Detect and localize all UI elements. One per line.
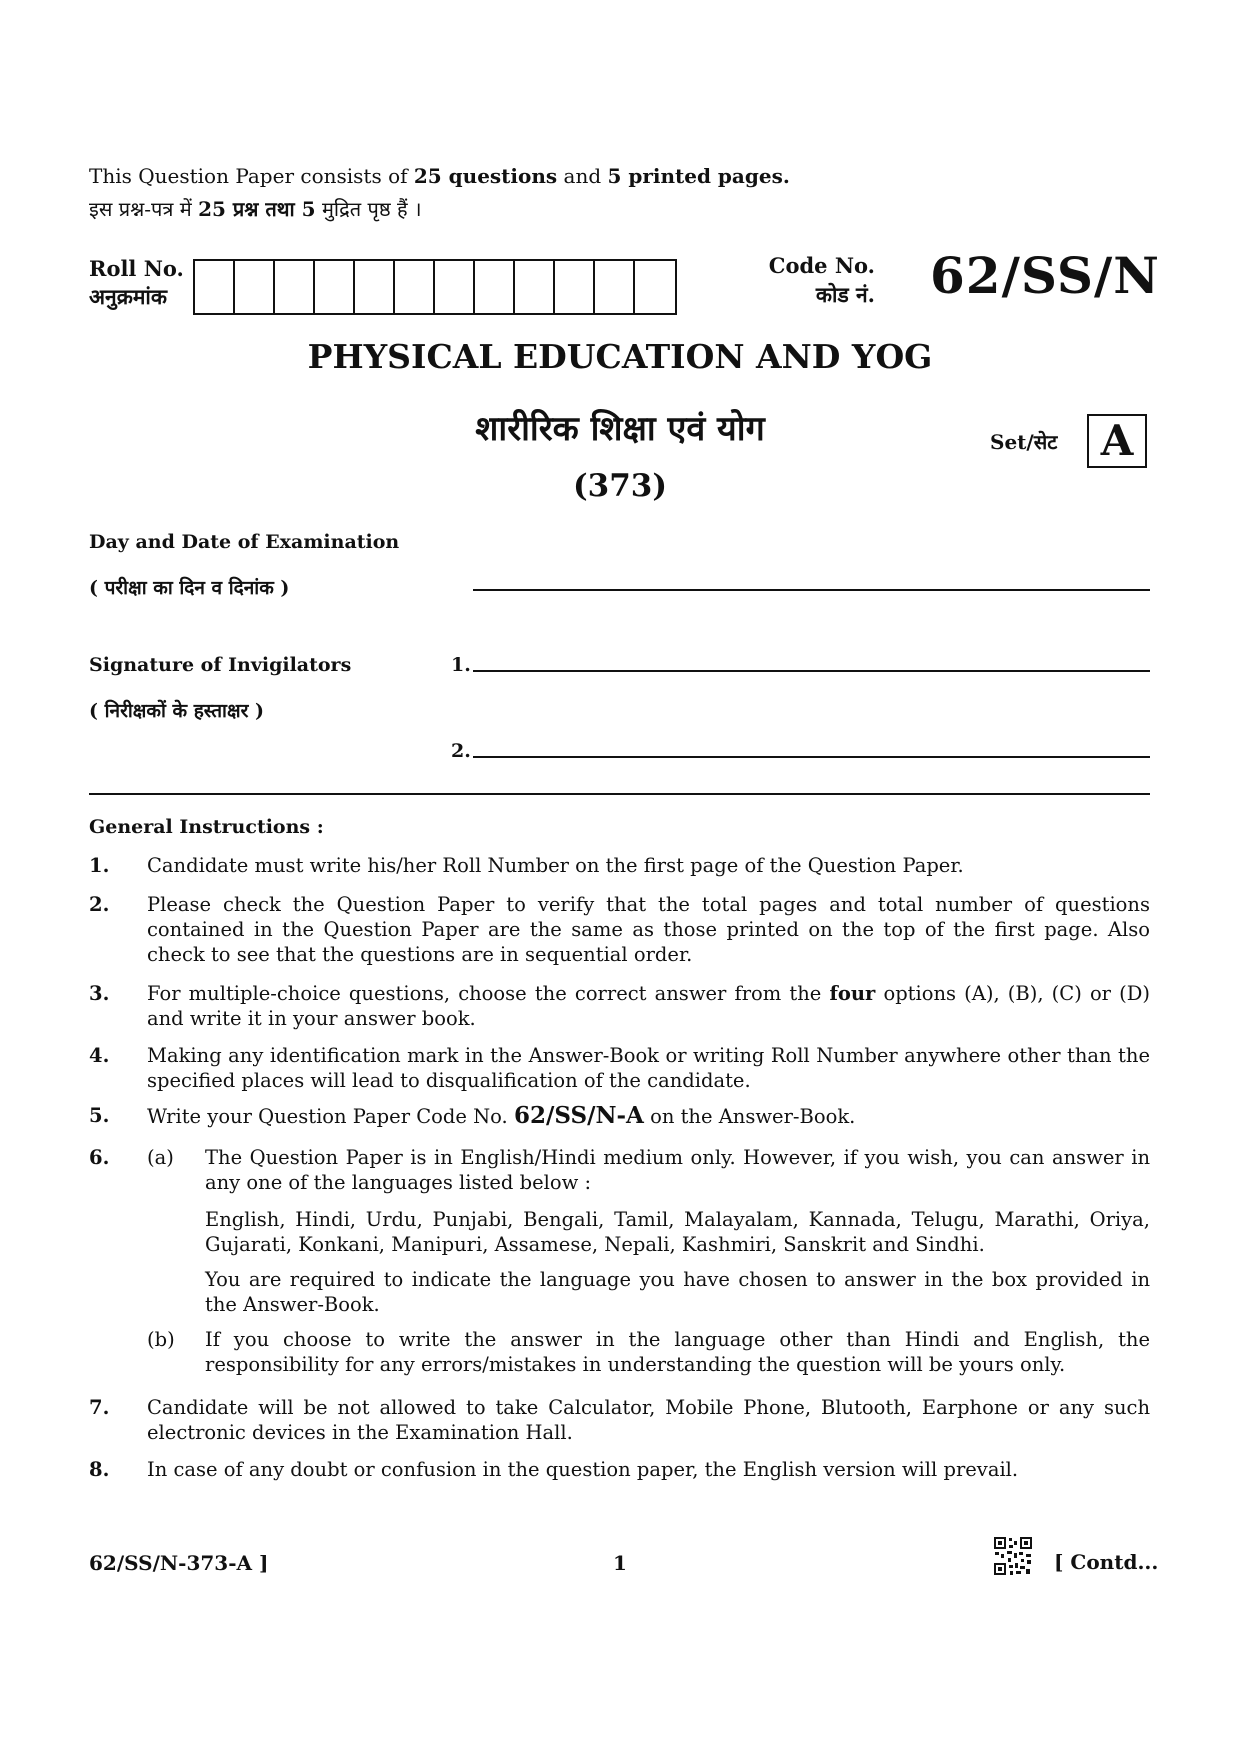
instruction-6-body xyxy=(147,1145,1150,1377)
instructions-heading: General Instructions : xyxy=(89,816,324,838)
roll-number-label xyxy=(89,255,184,311)
exam-date-label-en: Day and Date of Examination xyxy=(89,531,400,553)
instruction-text-part: Write your Question Paper Code No. xyxy=(147,1105,514,1128)
instruction-text: Please check the Question Paper to verify that the total pages and total number of questions contained in the Question Paper are the same as those printed on the top of the first page. Also check to see that the questions are in sequential order. xyxy=(147,893,1150,966)
roll-box[interactable] xyxy=(315,261,355,313)
instruction-6b xyxy=(147,1327,1150,1377)
roll-box[interactable] xyxy=(515,261,555,313)
info-text: and xyxy=(557,164,608,188)
page-count: 5 printed pages. xyxy=(607,164,790,188)
invigilator-1-number: 1. xyxy=(451,654,471,676)
paper-info-en xyxy=(89,164,790,188)
instruction-text-part: on the Answer-Book. xyxy=(643,1105,856,1128)
instruction-text: In case of any doubt or confusion in the question paper, the English version will prevail. xyxy=(147,1458,1019,1481)
info-text-hi: इस प्रश्न-पत्र में xyxy=(89,197,199,221)
invigilator-2-line[interactable] xyxy=(473,756,1150,758)
instruction-8 xyxy=(89,1457,1150,1482)
subject-code: (373) xyxy=(572,468,668,504)
exam-date-line[interactable] xyxy=(473,589,1150,591)
instruction-7 xyxy=(89,1395,1150,1445)
sub-label: (b) xyxy=(147,1328,175,1351)
instruction-text: You are required to indicate the language you have chosen to answer in the box provided in the Answer-Book. xyxy=(205,1268,1150,1316)
roll-box[interactable] xyxy=(475,261,515,313)
roll-box[interactable] xyxy=(195,261,235,313)
set-label: Set/सेट xyxy=(990,430,1058,454)
qr-code-icon xyxy=(993,1536,1033,1576)
roll-box[interactable] xyxy=(595,261,635,313)
exam-date-label-hi: ( परीक्षा का दिन व दिनांक ) xyxy=(89,577,290,599)
roll-box[interactable] xyxy=(555,261,595,313)
continued-label: [ Contd... xyxy=(1054,1550,1159,1574)
roll-box[interactable] xyxy=(395,261,435,313)
instruction-4 xyxy=(89,1043,1150,1093)
paper-code-inline: 62/SS/N-A xyxy=(513,1102,644,1129)
instruction-text: The Question Paper is in English/Hindi medium only. However, if you wish, you can answer in any one of the languages listed below : xyxy=(205,1146,1150,1194)
instruction-text-part: For multiple-choice questions, choose the correct answer from the xyxy=(147,982,830,1005)
paper-info-hi xyxy=(89,195,422,222)
instruction-text: Making any identification mark in the Answer-Book or writing Roll Number anywhere other than the specified places will lead to disqualification of the candidate. xyxy=(147,1044,1150,1092)
question-count: 25 questions xyxy=(413,164,558,188)
set-value-box: A xyxy=(1087,414,1147,468)
roll-label-hi: अनुक्रमांक xyxy=(89,284,167,309)
instruction-6a xyxy=(147,1145,1150,1317)
subject-title-hi: शारीरिक शिक्षा एवं योग xyxy=(475,409,765,449)
instruction-text: If you choose to write the answer in the language other than Hindi and English, the responsibility for any errors/mistakes in understanding the question will be yours only. xyxy=(205,1328,1150,1376)
roll-box[interactable] xyxy=(275,261,315,313)
instruction-number: 1. xyxy=(89,854,110,877)
page-number: 1 xyxy=(613,1551,627,1575)
roll-box[interactable] xyxy=(435,261,475,313)
divider xyxy=(89,793,1150,795)
instruction-3 xyxy=(89,981,1150,1031)
code-number-value: 62/SS/N xyxy=(930,246,1160,305)
instruction-number: 8. xyxy=(89,1458,110,1481)
instruction-1 xyxy=(89,853,1150,878)
instruction-6a-content xyxy=(205,1145,1150,1317)
roll-box[interactable] xyxy=(235,261,275,313)
code-label-hi: कोड नं. xyxy=(815,282,875,307)
code-number-label xyxy=(765,251,875,309)
instruction-number: 4. xyxy=(89,1044,110,1067)
info-text: This Question Paper consists of xyxy=(89,164,414,188)
sub-label: (a) xyxy=(147,1146,174,1169)
roll-label-en: Roll No. xyxy=(89,256,184,281)
instruction-text-bold: four xyxy=(829,982,876,1005)
instruction-text xyxy=(147,1103,1150,1129)
instruction-number: 6. xyxy=(89,1146,110,1169)
instruction-2 xyxy=(89,892,1150,967)
invigilator-label-hi: ( निरीक्षकों के हस्ताक्षर ) xyxy=(89,700,264,722)
instruction-number: 5. xyxy=(89,1104,110,1127)
invigilator-label-en: Signature of Invigilators xyxy=(89,654,352,676)
instruction-text-part: options (A), (B), (C) or (D) and write it in your answer book. xyxy=(147,982,1150,1030)
info-text-hi: मुद्रित पृष्ठ हैं । xyxy=(315,197,422,221)
instruction-6 xyxy=(89,1145,1150,1377)
roll-box[interactable] xyxy=(635,261,675,313)
invigilator-1-line[interactable] xyxy=(473,670,1150,672)
instruction-number: 2. xyxy=(89,893,110,916)
instruction-number: 3. xyxy=(89,982,110,1005)
instruction-text xyxy=(147,981,1150,1031)
code-label-en: Code No. xyxy=(768,253,875,278)
language-list: English, Hindi, Urdu, Punjabi, Bengali, Tamil, Malayalam, Kannada, Telugu, Marathi, Oriya, Gujarati, Konkani, Manipuri, Assamese, Nepali, Kashmiri, Sanskrit and Sindhi. xyxy=(205,1208,1150,1256)
invigilator-2-number: 2. xyxy=(451,740,471,762)
instruction-number: 7. xyxy=(89,1396,110,1419)
subject-title-en: PHYSICAL EDUCATION AND YOG xyxy=(307,337,933,376)
info-count-hi: 25 प्रश्न तथा 5 xyxy=(198,197,316,221)
instruction-text: Candidate will be not allowed to take Calculator, Mobile Phone, Blutooth, Earphone or any such electronic devices in the Examination Hall. xyxy=(147,1396,1150,1444)
roll-box[interactable] xyxy=(355,261,395,313)
roll-number-boxes[interactable] xyxy=(193,259,677,315)
footer-paper-code: 62/SS/N-373-A ] xyxy=(89,1551,269,1575)
instruction-text: Candidate must write his/her Roll Number on the first page of the Question Paper. xyxy=(147,854,964,877)
instruction-5 xyxy=(89,1103,1150,1129)
